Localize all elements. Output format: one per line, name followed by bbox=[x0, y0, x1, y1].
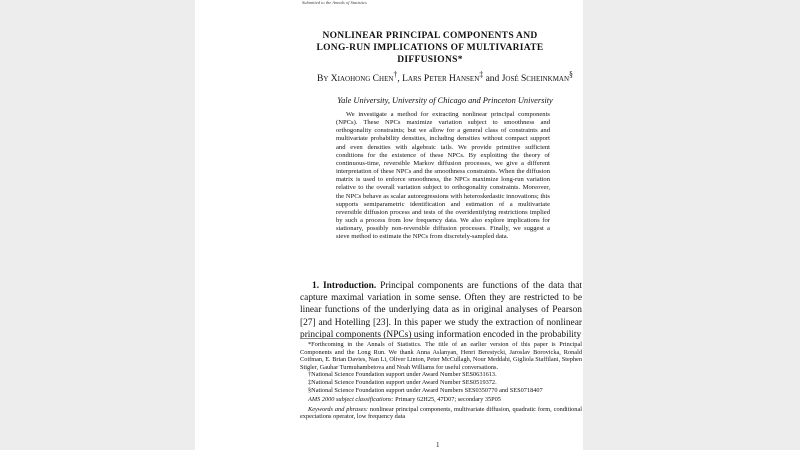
ams-label: AMS 2000 subject classifications: bbox=[308, 396, 394, 404]
author-hansen: Lars Peter Hansen bbox=[402, 74, 480, 85]
by-label: By bbox=[317, 74, 329, 85]
left-margin bbox=[195, 0, 220, 450]
author-scheinkman: José Scheinkman bbox=[501, 74, 570, 85]
footnote-star: *Forthcoming in the Annals of Statistics. The title of an earlier version of this paper is Principal Components and the Long Run. We thank Anna Aslanyan, Henri Berestycki, Jaroslav Borovicka, Ronald Coifman, E. Brian Davies, Nan Li, Oliver Linton, Peter McCullagh, Nour Meddahi, Gigliola Staffilani, Stephen Stigler, Gauhar Turmuhambetova and Noah Williams for useful conversations. bbox=[300, 341, 582, 371]
footnote-section: §National Science Foundation support under Award Numbers SES0350770 and SES0718407 bbox=[308, 386, 543, 394]
affiliation: Yale University, University of Chicago and Princeton University bbox=[337, 96, 553, 105]
abstract bbox=[336, 111, 550, 242]
intro-heading: 1. Introduction. bbox=[312, 281, 377, 291]
author-chen-mark: † bbox=[393, 70, 398, 79]
introduction-section bbox=[300, 280, 582, 341]
intro-text: Principal components are functions of the data that capture maximal variation in some sense. Often they are restricted to be linear functions of the underlying data as in original analyses of Pearson [27] and Hotelling [23]. In this paper we study the extraction of nonlinear principal components (NPCs) using information encoded in the probability bbox=[300, 281, 583, 340]
footnote-ddagger: ‡National Science Foundation support under Award Number SES0519372. bbox=[308, 378, 497, 386]
title-line-2: LONG-RUN IMPLICATIONS OF MULTIVARIATE bbox=[316, 43, 544, 53]
and-label: and bbox=[485, 74, 500, 85]
abstract-text: We investigate a method for extracting nonlinear principal components (NPCs). These NPCs maximize variation subject to smoothness and orthogonality constraints; but we allow for a general class of constraints and multivariate probability densities, including densities without compact support and even densities with algebraic tails. We provide primitive sufficient conditions for the existence of these NPCs. By exploiting the theory of continuous-time, reversible Markov diffusion processes, we give a different interpretation of these NPCs and the smoothness constraints. When the diffusion matrix is used to enforce smoothness, the NPCs maximize long-run variation relative to the overall variation subject to orthogonality constraints. Moreover, the NPCs behave as scalar autoregressions with heteroskedastic innovations; this supports semiparametric identification and estimation of a multivariate reversible diffusion process and tests of the overidentifying restrictions implied by such a process from low frequency data. We also explore implications for stationary, possibly non-reversible diffusion processes. Finally, we suggest a sieve method to estimate the NPCs from discretely-sampled data. bbox=[336, 111, 550, 241]
author-line bbox=[300, 70, 590, 84]
keywords-label: Keywords and phrases: bbox=[308, 405, 368, 413]
footnote-dagger: †National Science Foundation support under Award Number SES0631613. bbox=[308, 371, 497, 379]
keywords-text: nonlinear principal components, multivariate diffusion, quadratic form, conditional expectations operator, low frequency data bbox=[300, 405, 583, 421]
author-sep: , bbox=[397, 74, 400, 85]
page-number: 1 bbox=[436, 441, 440, 449]
paper-title bbox=[300, 30, 560, 66]
title-line-1: NONLINEAR PRINCIPAL COMPONENTS AND bbox=[322, 31, 538, 41]
author-hansen-mark: ‡ bbox=[479, 70, 484, 79]
ams-text: Primary 62H25, 47D07; secondary 35P05 bbox=[395, 396, 501, 404]
author-chen: Xiaohong Chen bbox=[330, 74, 394, 85]
author-scheinkman-mark: § bbox=[569, 70, 573, 79]
keywords bbox=[300, 406, 582, 421]
ams-classification bbox=[300, 396, 582, 404]
running-header: Submitted to the Annals of Statistics bbox=[302, 0, 367, 5]
intro-paragraph bbox=[300, 280, 582, 341]
footnotes bbox=[300, 338, 582, 421]
title-line-3: DIFFUSIONS* bbox=[397, 55, 463, 65]
footnote-rule bbox=[300, 338, 420, 339]
